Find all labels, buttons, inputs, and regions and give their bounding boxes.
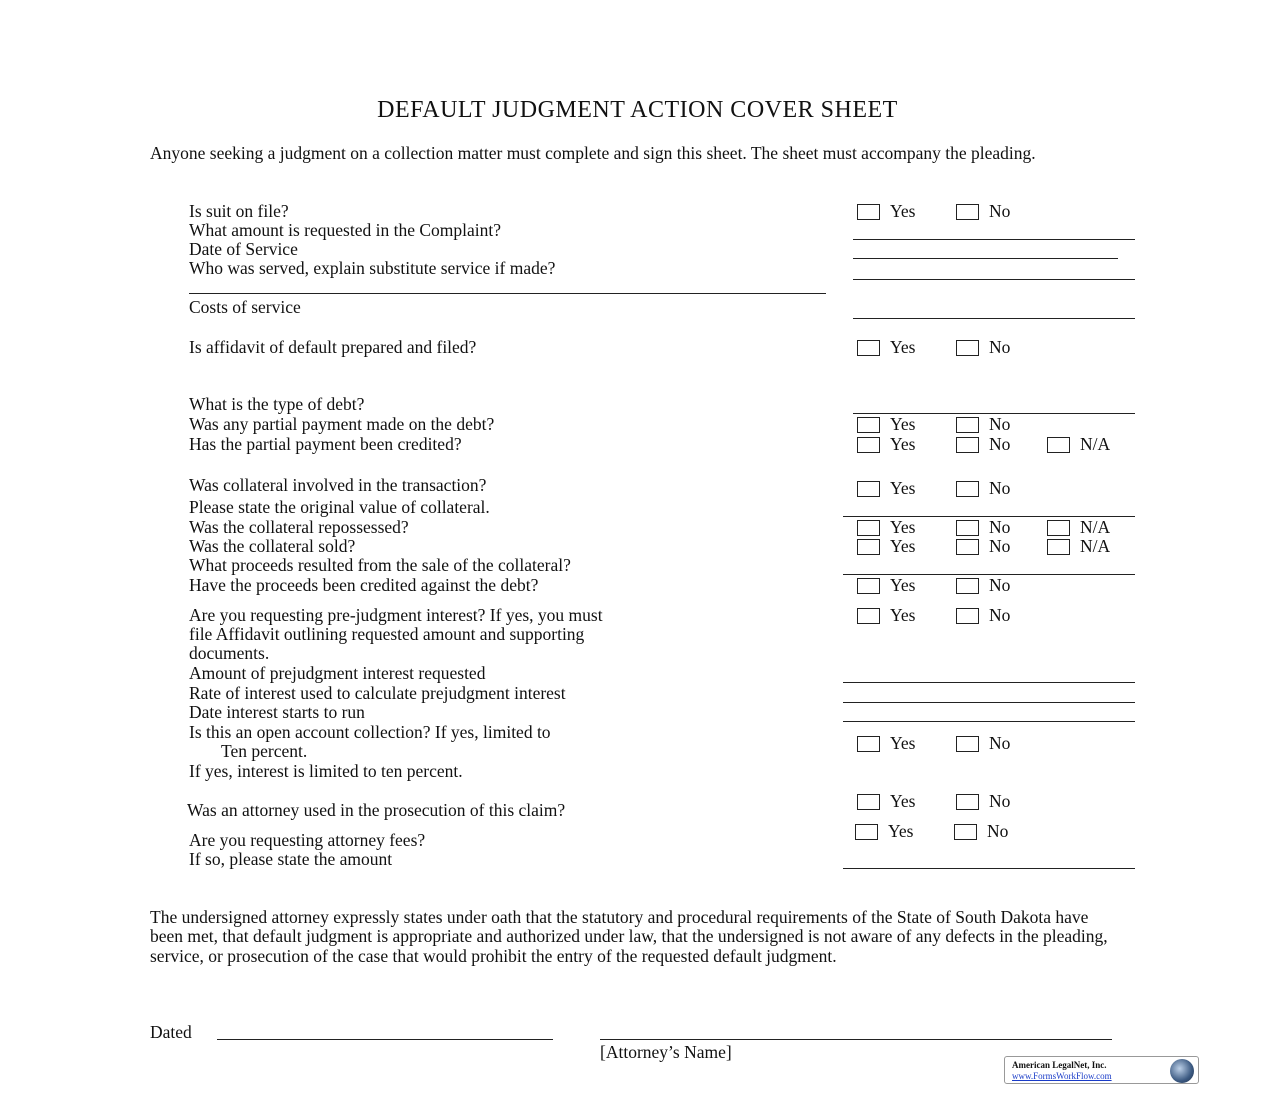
- affidavit-default-yes[interactable]: Yes: [857, 338, 915, 357]
- collateral-repossessed-no[interactable]: No: [956, 518, 1010, 537]
- costs-of-service-line[interactable]: [853, 318, 1135, 319]
- question-collateral-repossessed: Was the collateral repossessed?: [189, 517, 409, 537]
- attorney-fees-yes[interactable]: Yes: [855, 822, 913, 841]
- checkbox[interactable]: [956, 437, 979, 453]
- checkbox[interactable]: [956, 204, 979, 220]
- question-who-served: Who was served, explain substitute service if made?: [189, 258, 556, 278]
- checkbox[interactable]: [956, 736, 979, 752]
- partial-payment-no[interactable]: No: [956, 415, 1010, 434]
- checkbox[interactable]: [857, 340, 880, 356]
- question-fees-amount: If so, please state the amount: [189, 849, 393, 869]
- interest-rate-line[interactable]: [843, 702, 1135, 703]
- checkbox[interactable]: [857, 794, 880, 810]
- who-served-answer-line[interactable]: [189, 293, 826, 294]
- question-attorney-fees: Are you requesting attorney fees?: [189, 830, 426, 850]
- partial-payment-yes[interactable]: Yes: [857, 415, 915, 434]
- checkbox[interactable]: [857, 539, 880, 555]
- checkbox[interactable]: [956, 520, 979, 536]
- question-collateral-involved: Was collateral involved in the transaction?: [189, 475, 487, 495]
- attorney-fees-no[interactable]: No: [954, 822, 1008, 841]
- checkbox[interactable]: [1047, 539, 1070, 555]
- suit-on-file-yes[interactable]: Yes: [857, 202, 915, 221]
- proceeds-credited-no[interactable]: No: [956, 576, 1010, 595]
- attorney-signature-line[interactable]: [600, 1039, 1112, 1040]
- dated-label: Dated: [150, 1022, 192, 1042]
- question-prejudgment-interest: Are you requesting pre-judgment interest? If yes, you must: [189, 605, 603, 625]
- partial-credited-no[interactable]: No: [956, 435, 1010, 454]
- dated-line[interactable]: [217, 1039, 553, 1040]
- checkbox[interactable]: [857, 578, 880, 594]
- checkbox[interactable]: [855, 824, 878, 840]
- partial-credited-na[interactable]: N/A: [1047, 435, 1110, 454]
- collateral-sold-na[interactable]: N/A: [1047, 537, 1110, 556]
- affidavit-default-no[interactable]: No: [956, 338, 1010, 357]
- globe-icon: [1170, 1059, 1194, 1083]
- checkbox[interactable]: [857, 437, 880, 453]
- question-suit-on-file: Is suit on file?: [189, 201, 289, 221]
- affirmation-text: The undersigned attorney expressly states under oath that the statutory and procedural requirements of the State of South Dakota have been met, that default judgment is appropriate and authorized under law, that the undersigned is not aware of any defects in the pleading, service, or prosecution of the case that would prohibit the entry of the requested default judgment.: [150, 907, 1108, 966]
- question-open-account-line3: If yes, interest is limited to ten percent.: [189, 761, 463, 781]
- question-collateral-sold: Was the collateral sold?: [189, 536, 356, 556]
- amount-requested-line[interactable]: [853, 239, 1135, 240]
- page-title: DEFAULT JUDGMENT ACTION COVER SHEET: [377, 97, 898, 123]
- checkbox[interactable]: [857, 608, 880, 624]
- question-prejudgment-interest-line2: file Affidavit outlining requested amount and supporting: [189, 624, 585, 644]
- checkbox[interactable]: [956, 417, 979, 433]
- checkbox[interactable]: [956, 539, 979, 555]
- question-proceeds-resulted: What proceeds resulted from the sale of the collateral?: [189, 555, 571, 575]
- question-amount-requested: What amount is requested in the Complaint?: [189, 220, 502, 240]
- checkbox[interactable]: [956, 340, 979, 356]
- question-partial-credited: Has the partial payment been credited?: [189, 434, 462, 454]
- open-account-yes[interactable]: Yes: [857, 734, 915, 753]
- collateral-sold-yes[interactable]: Yes: [857, 537, 915, 556]
- checkbox[interactable]: [857, 481, 880, 497]
- fees-amount-line[interactable]: [843, 868, 1135, 869]
- question-prejudgment-amount: Amount of prejudgment interest requested: [189, 663, 486, 683]
- checkbox[interactable]: [954, 824, 977, 840]
- logo-company: American LegalNet, Inc.: [1012, 1060, 1107, 1070]
- attorney-used-no[interactable]: No: [956, 792, 1010, 811]
- intro-text: Anyone seeking a judgment on a collection matter must complete and sign this sheet. The sheet must accompany the pleading.: [150, 143, 1036, 163]
- american-legalnet-logo[interactable]: [1004, 1056, 1199, 1084]
- collateral-repossessed-yes[interactable]: Yes: [857, 518, 915, 537]
- collateral-sold-no[interactable]: No: [956, 537, 1010, 556]
- collateral-involved-yes[interactable]: Yes: [857, 479, 915, 498]
- checkbox[interactable]: [857, 204, 880, 220]
- question-type-of-debt: What is the type of debt?: [189, 394, 365, 414]
- collateral-repossessed-na[interactable]: N/A: [1047, 518, 1110, 537]
- checkbox[interactable]: [956, 578, 979, 594]
- proceeds-credited-yes[interactable]: Yes: [857, 576, 915, 595]
- prejudgment-amount-line[interactable]: [843, 682, 1135, 683]
- collateral-involved-no[interactable]: No: [956, 479, 1010, 498]
- checkbox[interactable]: [857, 520, 880, 536]
- checkbox[interactable]: [956, 608, 979, 624]
- question-collateral-value: Please state the original value of collateral.: [189, 497, 490, 517]
- question-open-account: Is this an open account collection? If yes, limited to: [189, 722, 551, 742]
- question-interest-start: Date interest starts to run: [189, 702, 365, 722]
- question-open-account-line2: Ten percent.: [221, 741, 308, 761]
- partial-credited-yes[interactable]: Yes: [857, 435, 915, 454]
- checkbox[interactable]: [956, 481, 979, 497]
- checkbox[interactable]: [1047, 437, 1070, 453]
- date-of-service-line[interactable]: [853, 258, 1118, 259]
- question-date-of-service: Date of Service: [189, 239, 298, 259]
- question-affidavit-default: Is affidavit of default prepared and filed?: [189, 337, 477, 357]
- question-partial-payment: Was any partial payment made on the debt?: [189, 414, 495, 434]
- prejudgment-interest-yes[interactable]: Yes: [857, 606, 915, 625]
- who-served-line[interactable]: [853, 279, 1135, 280]
- checkbox[interactable]: [956, 794, 979, 810]
- suit-on-file-no[interactable]: No: [956, 202, 1010, 221]
- attorney-name-label: [Attorney’s Name]: [600, 1042, 732, 1062]
- prejudgment-interest-no[interactable]: No: [956, 606, 1010, 625]
- interest-start-line[interactable]: [843, 721, 1135, 722]
- question-costs-of-service: Costs of service: [189, 297, 301, 317]
- question-proceeds-credited: Have the proceeds been credited against the debt?: [189, 575, 539, 595]
- checkbox[interactable]: [857, 736, 880, 752]
- logo-url[interactable]: www.FormsWorkFlow.com: [1012, 1071, 1112, 1081]
- checkbox[interactable]: [857, 417, 880, 433]
- question-attorney-used: Was an attorney used in the prosecution of this claim?: [187, 800, 566, 820]
- open-account-no[interactable]: No: [956, 734, 1010, 753]
- checkbox[interactable]: [1047, 520, 1070, 536]
- question-interest-rate: Rate of interest used to calculate prejudgment interest: [189, 683, 566, 703]
- attorney-used-yes[interactable]: Yes: [857, 792, 915, 811]
- question-prejudgment-interest-line3: documents.: [189, 643, 270, 663]
